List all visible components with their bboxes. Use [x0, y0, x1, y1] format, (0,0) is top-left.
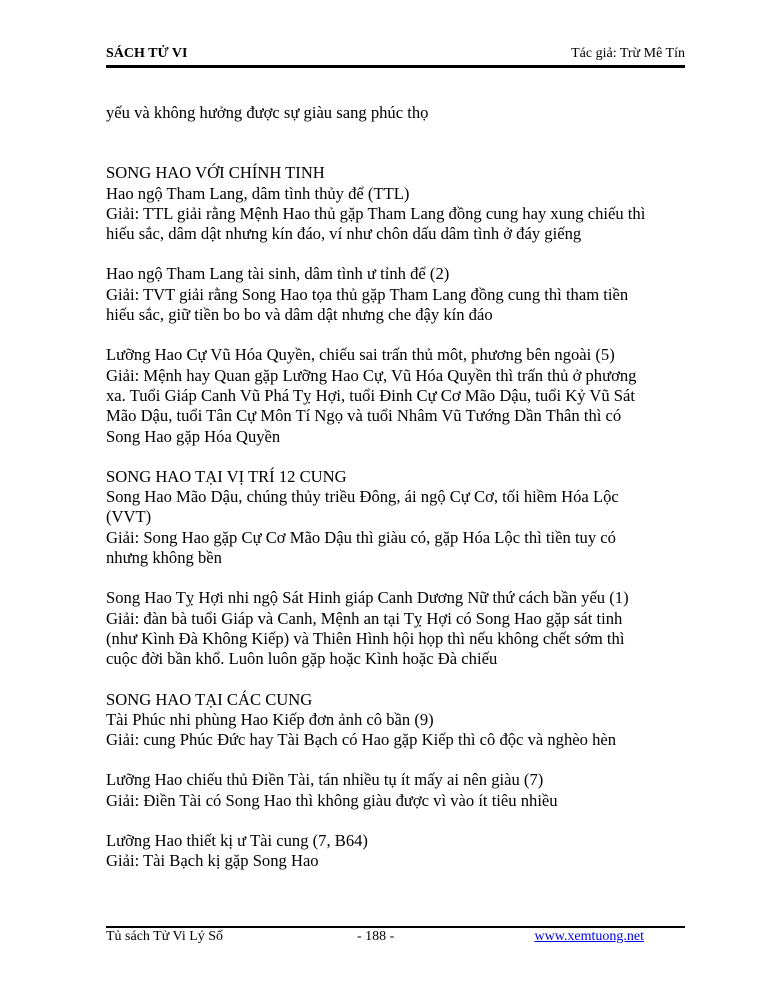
- text-line: Giải: Tài Bạch kị gặp Song Hao: [106, 851, 319, 871]
- section-heading: SONG HAO VỚI CHÍNH TINH: [106, 163, 325, 183]
- text-line: Hao ngộ Tham Lang, dâm tình thủy để (TTL): [106, 183, 410, 203]
- text-line: Giải: Điền Tài có Song Hao thì không giàu được vì vào ít tiêu nhiều: [106, 790, 558, 810]
- section-heading: SONG HAO TẠI CÁC CUNG: [106, 689, 313, 709]
- page-body: [106, 103, 685, 872]
- text-line: Giải: cung Phúc Đức hay Tài Bạch có Hao gặp Kiếp thì cô độc và nghèo hèn: [106, 730, 617, 750]
- text-line: Song Hao Tỵ Hợi nhi ngộ Sát Hinh giáp Canh Dương Nữ thứ cách bần yếu (1): [106, 588, 629, 608]
- text-line: nhưng không bền: [106, 548, 222, 568]
- footer-divider: [106, 926, 685, 928]
- text-line: (như Kình Đà Không Kiếp) và Thiên Hình hội họp thì nếu không chết sớm thì: [106, 628, 625, 648]
- book-title: SÁCH TỬ VI: [106, 46, 188, 61]
- text-line: Song Hao gặp Hóa Quyền: [106, 426, 281, 446]
- text-line: Lưỡng Hao thiết kị ư Tài cung (7, B64): [106, 831, 368, 851]
- text-line: Lưỡng Hao chiếu thủ Điền Tài, tán nhiều tụ ít mấy ai nên giàu (7): [106, 770, 544, 790]
- text-line: Giải: Mệnh hay Quan gặp Lưỡng Hao Cự, Vũ Hóa Quyền thì trấn thủ ở phương: [106, 365, 637, 385]
- text-line: hiếu sắc, dâm dật nhưng kín đáo, ví như chôn dấu dâm tình ở đáy giếng: [106, 224, 582, 244]
- section-heading: SONG HAO TẠI VỊ TRÍ 12 CUNG: [106, 466, 347, 486]
- series-name: Tủ sách Tử Vi Lý Số: [106, 929, 224, 944]
- paragraph-gap: [106, 750, 685, 770]
- text-line: Giải: TTL giải rằng Mệnh Hao thủ gặp Tham Lang đồng cung hay xung chiếu thì: [106, 203, 646, 223]
- text-line: hiếu sắc, giữ tiền bo bo và dâm dật nhưng che đậy kín đáo: [106, 305, 493, 325]
- text-line: Giải: đàn bà tuổi Giáp và Canh, Mệnh an tại Tỵ Hợi có Song Hao gặp sát tinh: [106, 608, 623, 628]
- text-line: cuộc đời bần khổ. Luôn luôn gặp hoặc Kình hoặc Đà chiếu: [106, 649, 498, 669]
- text-line: Lưỡng Hao Cự Vũ Hóa Quyền, chiếu sai trấn thủ môt, phương bên ngoài (5): [106, 345, 615, 365]
- header-divider: [106, 65, 685, 68]
- text-line: Giải: Song Hao gặp Cự Cơ Mão Dậu thì giàu có, gặp Hóa Lộc thì tiền tuy có: [106, 527, 616, 547]
- text-line: (VVT): [106, 507, 152, 527]
- author-credit: Tác giả: Trừ Mê Tín: [571, 46, 685, 61]
- text-line: Hao ngộ Tham Lang tài sinh, dâm tình ư tỉnh để (2): [106, 264, 450, 284]
- paragraph-gap: [106, 447, 685, 467]
- text-line: xa. Tuổi Giáp Canh Vũ Phá Tỵ Hợi, tuổi Đinh Cự Cơ Mão Dậu, tuổi Kỷ Vũ Sát: [106, 385, 635, 405]
- text-line: Tài Phúc nhi phùng Hao Kiếp đơn ảnh cô bần (9): [106, 709, 434, 729]
- paragraph-gap: [106, 244, 685, 264]
- page-footer: [106, 929, 685, 947]
- text-line: yếu và không hưởng được sự giàu sang phúc thọ: [106, 103, 429, 122]
- paragraph-gap: [106, 123, 685, 163]
- paragraph-gap: [106, 568, 685, 588]
- text-line: Song Hao Mão Dậu, chúng thủy triều Đông, ái ngộ Cự Cơ, tối hiềm Hóa Lộc: [106, 487, 619, 507]
- text-line: Mão Dậu, tuổi Tân Cự Môn Tí Ngọ và tuổi Nhâm Vũ Tướng Dần Thân thì có: [106, 406, 622, 426]
- paragraph-gap: [106, 811, 685, 831]
- page-header: [106, 46, 685, 66]
- paragraph-gap: [106, 325, 685, 345]
- website-link[interactable]: www.xemtuong.net: [534, 929, 644, 944]
- paragraph-gap: [106, 670, 685, 690]
- text-line: Giải: TVT giải rằng Song Hao tọa thủ gặp Tham Lang đồng cung thì tham tiền: [106, 284, 629, 304]
- page-number: - 188 -: [357, 929, 395, 944]
